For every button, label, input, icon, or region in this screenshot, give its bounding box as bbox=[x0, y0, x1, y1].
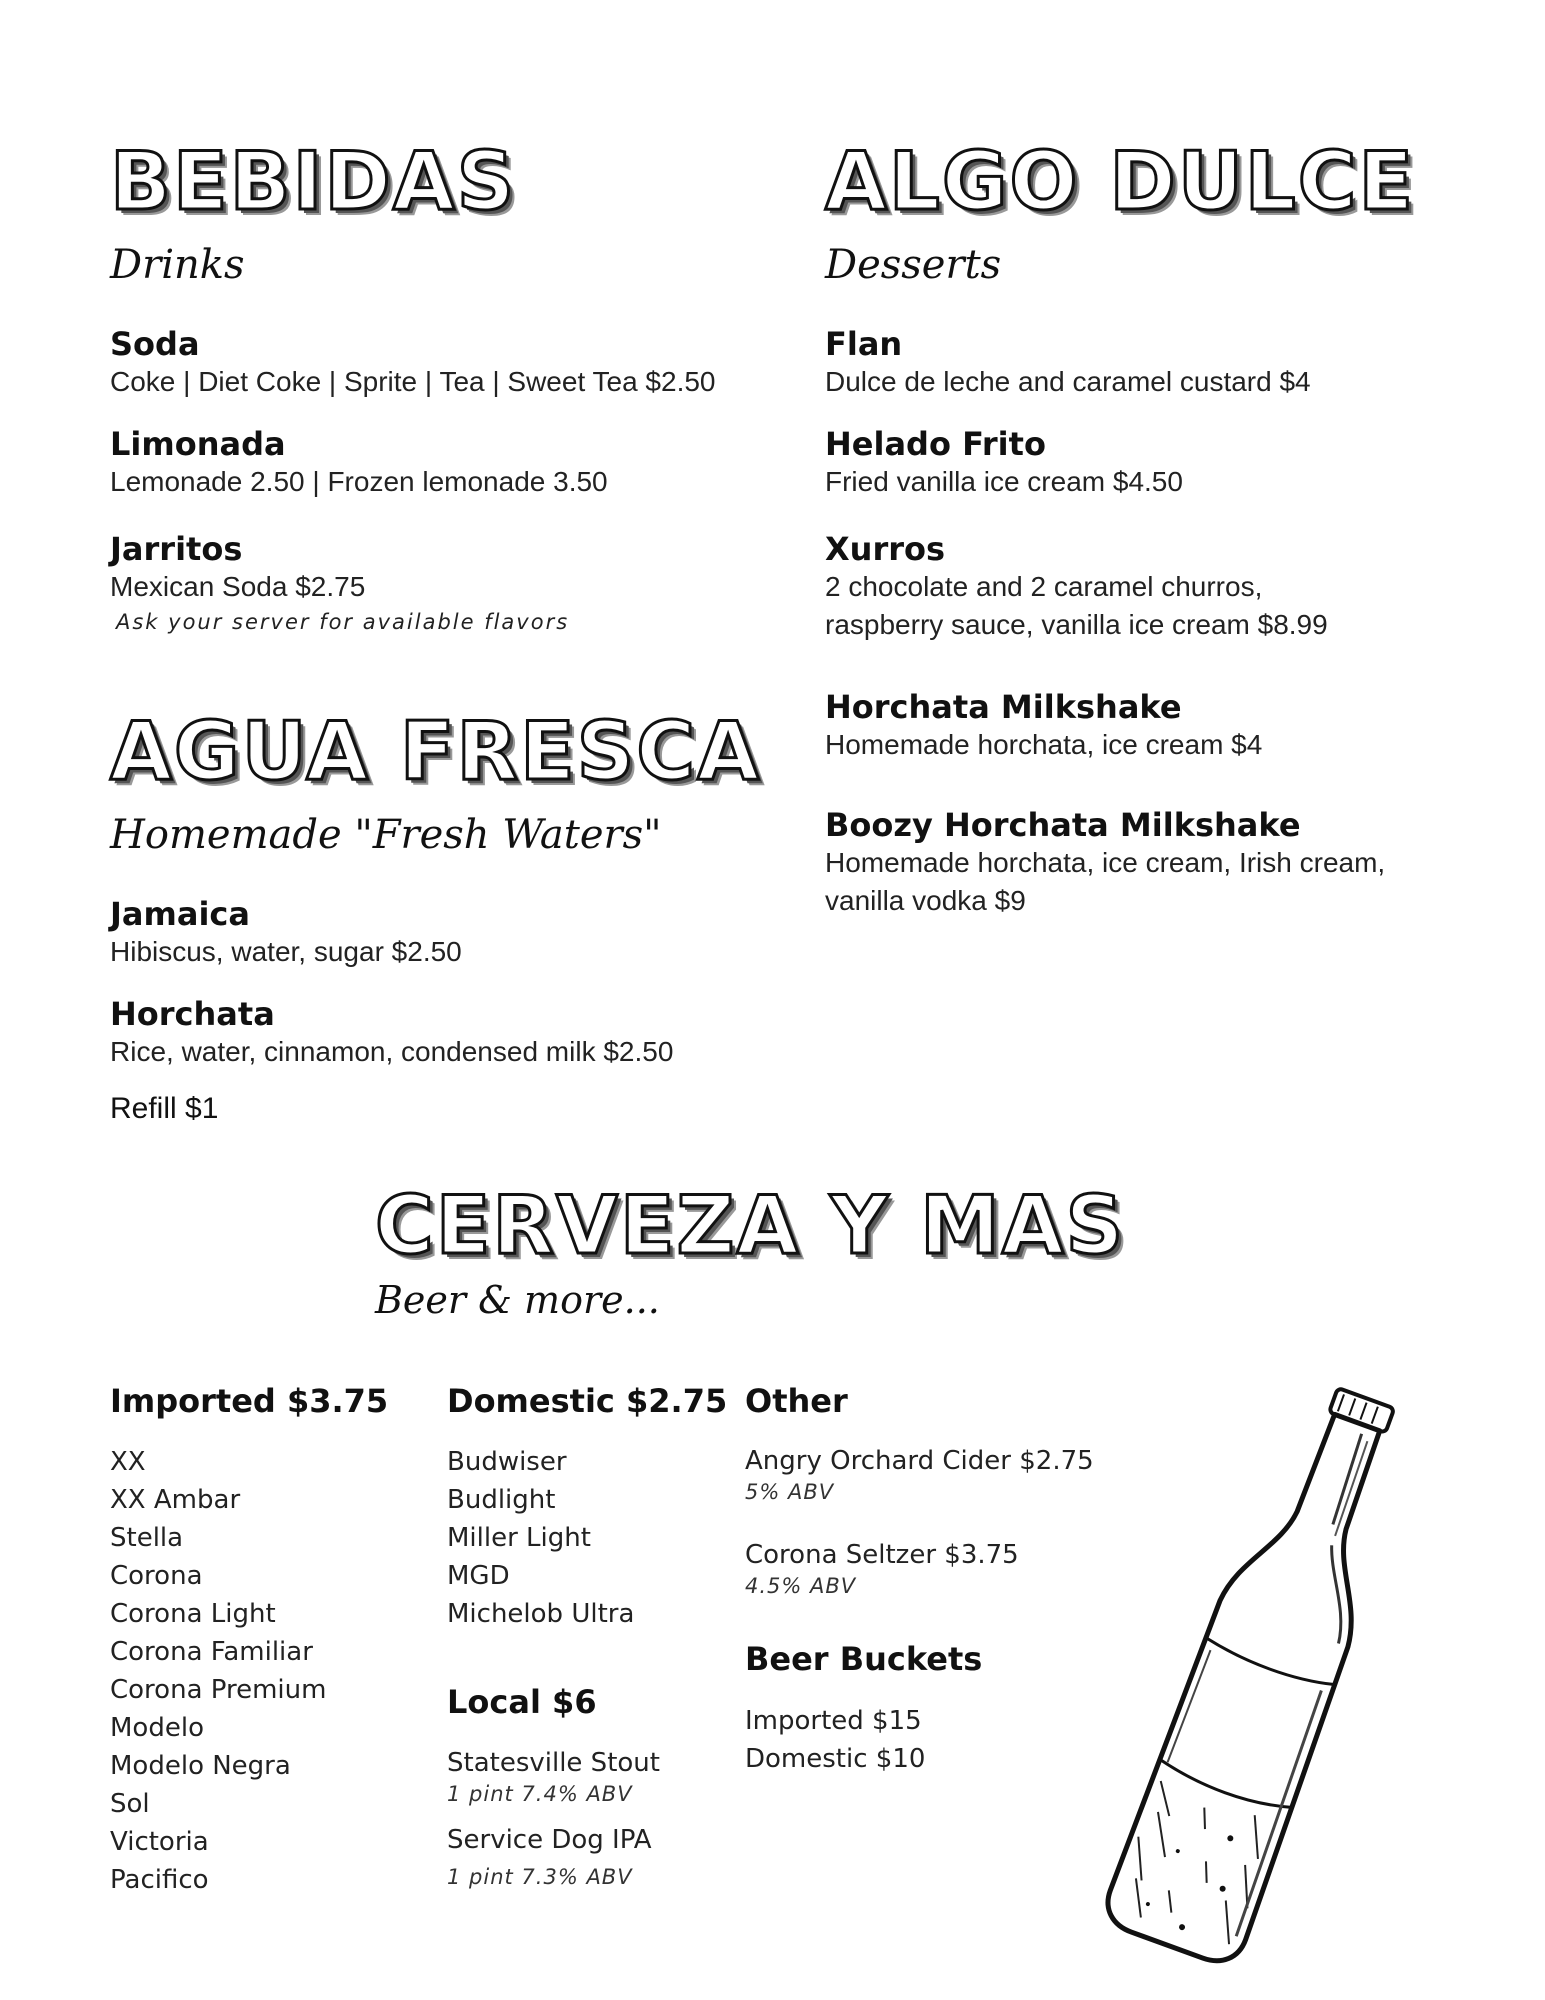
menu-item-xurros bbox=[825, 530, 1385, 644]
domestic-heading: Domestic $2.75 bbox=[447, 1382, 728, 1420]
item-description: 2 chocolate and 2 caramel churros, raspberry sauce, vanilla ice cream $8.99 bbox=[825, 571, 1328, 641]
other-heading: Other bbox=[745, 1382, 848, 1420]
beer-name: Angry Orchard Cider $2.75 bbox=[745, 1446, 1094, 1476]
algo-dulce-subtitle: Desserts bbox=[825, 242, 1002, 288]
item-name: Horchata Milkshake bbox=[825, 688, 1182, 726]
item-name: Xurros bbox=[825, 530, 946, 568]
item-description: Dulce de leche and caramel custard $4 bbox=[825, 366, 1311, 398]
item-name: Helado Frito bbox=[825, 425, 1046, 463]
refill-price: Refill $1 bbox=[110, 1092, 219, 1125]
list-item: Corona Familiar bbox=[110, 1637, 313, 1667]
local-heading: Local $6 bbox=[447, 1683, 597, 1721]
other-item-angry-orchard bbox=[745, 1444, 1094, 1506]
algo-dulce-title: ALGO DULCE bbox=[825, 135, 1416, 228]
beer-abv: 4.5% ABV bbox=[745, 1574, 857, 1598]
beer-bottle-icon bbox=[1085, 1370, 1445, 1980]
flavors-note: Ask your server for available flavors bbox=[116, 610, 570, 635]
item-name: Jarritos bbox=[110, 530, 243, 568]
beer-abv: 5% ABV bbox=[745, 1480, 835, 1504]
item-name: Flan bbox=[825, 325, 903, 363]
item-name: Soda bbox=[110, 325, 200, 363]
list-item: Imported $15 bbox=[745, 1706, 922, 1736]
item-description: Homemade horchata, ice cream $4 bbox=[825, 729, 1263, 761]
item-name: Limonada bbox=[110, 425, 286, 463]
menu-item-horchata bbox=[110, 995, 790, 1071]
item-description: Lemonade 2.50 | Frozen lemonade 3.50 bbox=[110, 466, 608, 498]
agua-fresca-subtitle: Homemade "Fresh Waters" bbox=[110, 812, 662, 858]
menu-item-helado-frito bbox=[825, 425, 1435, 501]
menu-item-jarritos bbox=[110, 530, 790, 634]
beer-buckets-list bbox=[745, 1702, 925, 1778]
other-item-corona-seltzer bbox=[745, 1538, 1019, 1600]
beer-buckets-heading: Beer Buckets bbox=[745, 1640, 983, 1678]
cerveza-subtitle: Beer & more... bbox=[375, 1278, 660, 1322]
beer-abv: 1 pint 7.4% ABV bbox=[447, 1782, 633, 1806]
list-item: Miller Light bbox=[447, 1523, 591, 1553]
local-beer-service-dog-ipa bbox=[447, 1823, 652, 1891]
beer-name: Service Dog IPA bbox=[447, 1825, 652, 1855]
beer-abv: 1 pint 7.3% ABV bbox=[447, 1865, 633, 1889]
menu-item-flan bbox=[825, 325, 1435, 401]
list-item: Modelo bbox=[110, 1713, 204, 1743]
item-description: Coke | Diet Coke | Sprite | Tea | Sweet Tea $2.50 bbox=[110, 366, 716, 398]
imported-heading: Imported $3.75 bbox=[110, 1382, 389, 1420]
list-item: Budlight bbox=[447, 1485, 556, 1515]
beer-name: Corona Seltzer $3.75 bbox=[745, 1540, 1019, 1570]
imported-beer-list bbox=[110, 1443, 326, 1899]
list-item: XX bbox=[110, 1447, 146, 1477]
item-description: Homemade horchata, ice cream, Irish cream, vanilla vodka $9 bbox=[825, 847, 1386, 917]
item-name: Jamaica bbox=[110, 895, 250, 933]
item-name: Boozy Horchata Milkshake bbox=[825, 806, 1301, 844]
beer-name: Statesville Stout bbox=[447, 1748, 660, 1778]
menu-item-horchata-milkshake bbox=[825, 688, 1435, 764]
menu-item-limonada bbox=[110, 425, 790, 501]
domestic-beer-list bbox=[447, 1443, 634, 1633]
bebidas-title: BEBIDAS bbox=[110, 135, 517, 228]
list-item: Budwiser bbox=[447, 1447, 567, 1477]
list-item: Sol bbox=[110, 1789, 150, 1819]
list-item: Michelob Ultra bbox=[447, 1599, 635, 1629]
item-name: Horchata bbox=[110, 995, 275, 1033]
item-description: Rice, water, cinnamon, condensed milk $2.50 bbox=[110, 1036, 674, 1068]
agua-fresca-title: AGUA FRESCA bbox=[110, 705, 761, 798]
item-description: Hibiscus, water, sugar $2.50 bbox=[110, 936, 462, 968]
item-description: Fried vanilla ice cream $4.50 bbox=[825, 466, 1183, 498]
list-item: Victoria bbox=[110, 1827, 209, 1857]
list-item: Pacifico bbox=[110, 1865, 209, 1895]
cerveza-title: CERVEZA Y MAS bbox=[375, 1179, 1126, 1272]
menu-item-jamaica bbox=[110, 895, 790, 971]
list-item: XX Ambar bbox=[110, 1485, 241, 1515]
menu-item-boozy-horchata-milkshake bbox=[825, 806, 1435, 920]
list-item: MGD bbox=[447, 1561, 510, 1591]
list-item: Corona Premium bbox=[110, 1675, 327, 1705]
list-item: Corona Light bbox=[110, 1599, 276, 1629]
list-item: Stella bbox=[110, 1523, 184, 1553]
list-item: Domestic $10 bbox=[745, 1744, 926, 1774]
bebidas-subtitle: Drinks bbox=[110, 242, 245, 288]
list-item: Corona bbox=[110, 1561, 203, 1591]
local-beer-statesville-stout bbox=[447, 1746, 660, 1808]
menu-item-soda bbox=[110, 325, 790, 401]
item-description: Mexican Soda $2.75 bbox=[110, 571, 366, 603]
list-item: Modelo Negra bbox=[110, 1751, 291, 1781]
